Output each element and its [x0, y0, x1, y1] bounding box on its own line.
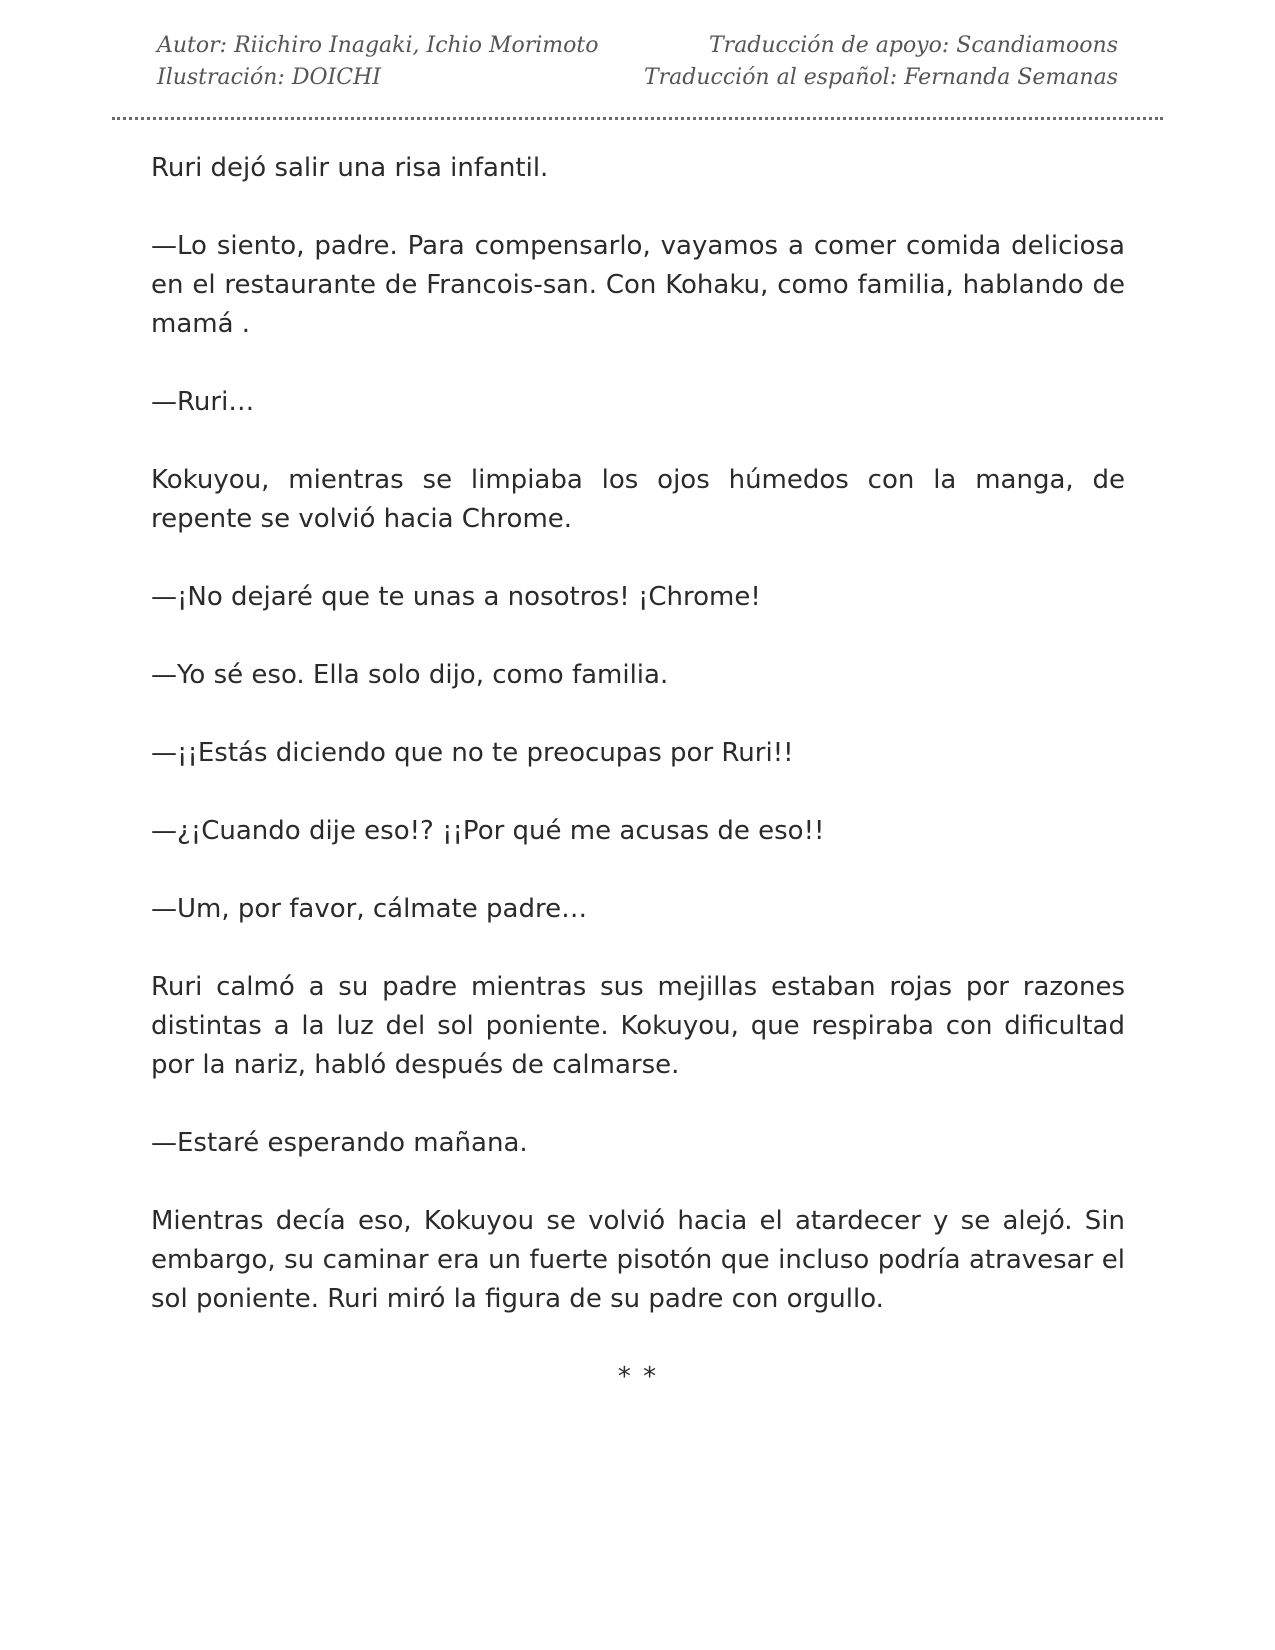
paragraph: —Yo sé eso. Ella solo dijo, como familia. [151, 660, 669, 690]
paragraph: Kokuyou, mientras se limpiaba los ojos húmedos con la manga, de repente se volvió hacia Chrome. [151, 465, 1125, 534]
paragraph: —¡No dejaré que te unas a nosotros! ¡Chrome! [151, 582, 761, 612]
paragraph: Ruri calmó a su padre mientras sus mejillas estaban rojas por razones distintas a la luz del sol poniente. Kokuyou, que respiraba con dificultad por la nariz, habló después de calmarse. [151, 972, 1125, 1080]
scene-break: * * [617, 1362, 659, 1392]
spanish-translation-credit: Traducción al español: Fernanda Semanas [643, 65, 1118, 90]
paragraph: Mientras decía eso, Kokuyou se volvió hacia el atardecer y se alejó. Sin embargo, su caminar era un fuerte pisotón que incluso podría atravesar el sol poniente. Ruri miró la figura de su padre con orgullo. [151, 1206, 1125, 1314]
paragraph: —Estaré esperando mañana. [151, 1128, 528, 1158]
support-translation-credit: Traducción de apoyo: Scandiamoons [709, 33, 1118, 58]
header-credits-right [644, 30, 1118, 94]
paragraph: —¡¡Estás diciendo que no te preocupas por Ruri!! [151, 738, 794, 768]
paragraph: —Lo siento, padre. Para compensarlo, vayamos a comer comida deliciosa en el restaurante de Francois-san. Con Kohaku, como familia, hablando de mamá . [151, 231, 1125, 339]
paragraph: —Ruri… [151, 387, 255, 417]
paragraph: —Um, por favor, cálmate padre… [151, 894, 588, 924]
document-body [151, 149, 1125, 1397]
header-credits-left [157, 30, 598, 94]
illustration-credit: Ilustración: DOICHI [157, 65, 381, 90]
paragraph: —¿¡Cuando dije eso!? ¡¡Por qué me acusas de eso!! [151, 816, 825, 846]
author-credit: Autor: Riichiro Inagaki, Ichio Morimoto [157, 33, 599, 58]
header-divider [112, 117, 1163, 120]
page-header [157, 30, 1118, 94]
paragraph: Ruri dejó salir una risa infantil. [151, 153, 549, 183]
